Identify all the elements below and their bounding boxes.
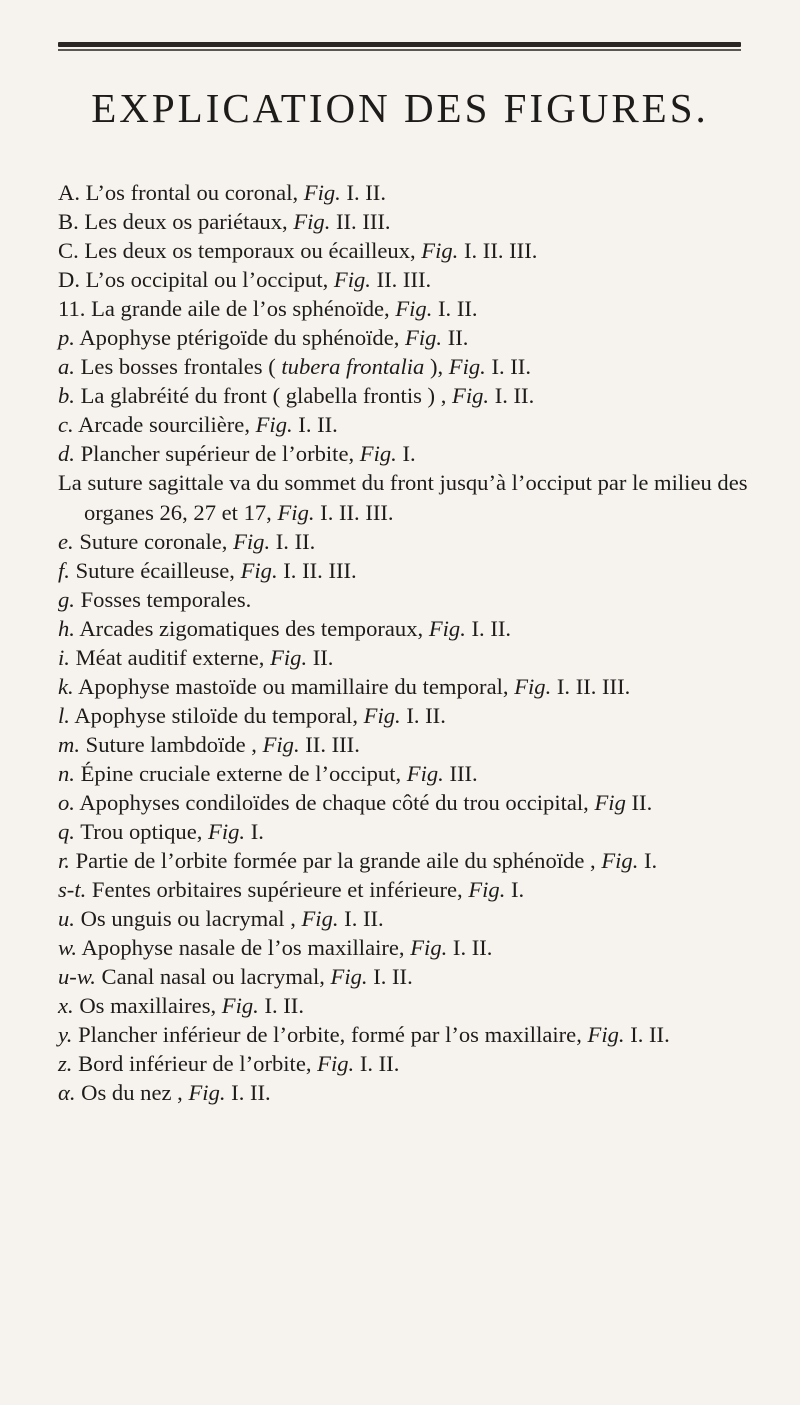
- figure-reference-label: Fig.: [301, 906, 339, 932]
- legend-key: e.: [58, 528, 74, 554]
- legend-key: w.: [58, 935, 78, 961]
- legend-entry: [58, 381, 748, 410]
- legend-entry: [58, 962, 748, 991]
- legend-entry: [58, 323, 748, 352]
- legend-entry: [58, 643, 748, 672]
- legend-key: α.: [58, 1080, 76, 1106]
- figure-reference-label: Fig.: [240, 557, 278, 583]
- figure-reference-label: Fig.: [468, 877, 506, 903]
- legend-text: Arcades zigomatiques des temporaux,: [79, 615, 429, 641]
- legend-text: Apophyse mastoïde ou mamillaire du temporal,: [78, 673, 515, 699]
- figure-reference-label: Fig.: [188, 1080, 226, 1106]
- figure-numbers: I. II.: [292, 412, 338, 438]
- figure-reference-label: Fig.: [208, 819, 246, 845]
- figure-reference-label: Fig.: [452, 383, 490, 409]
- legend-text: Plancher supérieur de l’orbite,: [80, 441, 360, 467]
- legend-key: c.: [58, 412, 74, 438]
- figure-reference-label: Fig.: [317, 1051, 355, 1077]
- legend-entry: [58, 817, 748, 846]
- legend-key: l.: [58, 702, 70, 728]
- legend-entry: [58, 933, 748, 962]
- top-rule: [58, 42, 741, 47]
- legend-entry: [58, 1020, 748, 1049]
- legend-text: Apophyse nasale de l’os maxillaire,: [81, 935, 411, 961]
- figure-numbers: I. II.: [447, 935, 493, 961]
- legend-entry: [58, 439, 748, 468]
- figure-numbers: I.: [638, 848, 658, 874]
- legend-text: L’os occipital ou l’occiput,: [85, 267, 334, 293]
- legend-text: Plancher inférieur de l’orbite, formé par l’os maxillaire,: [78, 1022, 588, 1048]
- legend-key: m.: [58, 731, 80, 757]
- figure-numbers: I. II.: [624, 1022, 670, 1048]
- figure-reference-label: Fig.: [293, 209, 331, 235]
- legend-key: C.: [58, 238, 79, 264]
- legend-key: o.: [58, 789, 75, 815]
- legend-key: n.: [58, 760, 75, 786]
- legend-text: La suture sagittale va du sommet du front jusqu’à l’occiput par le milieu des organes 26, 27 et 17,: [58, 470, 748, 525]
- figure-reference-label: Fig.: [233, 528, 271, 554]
- figure-numbers: I. II.: [338, 906, 384, 932]
- legend-entry: [58, 236, 748, 265]
- legend-key: 11.: [58, 296, 86, 322]
- figure-reference-label: Fig.: [330, 964, 368, 990]
- legend-entry: [58, 759, 748, 788]
- legend-text: Méat auditif externe,: [75, 644, 271, 670]
- figure-numbers: I. II.: [367, 964, 413, 990]
- legend-entry: [58, 991, 748, 1020]
- figure-numbers: I. II. III.: [314, 499, 394, 525]
- figure-numbers: II.: [442, 325, 469, 351]
- legend-key: s-t.: [58, 877, 87, 903]
- figure-reference-label: Fig.: [333, 267, 371, 293]
- figure-numbers: I. II.: [400, 702, 446, 728]
- figure-reference-label: Fig: [594, 789, 626, 815]
- figure-reference-label: Fig.: [359, 441, 397, 467]
- legend-entry: [58, 556, 748, 585]
- figure-numbers: I.: [396, 441, 416, 467]
- legend-key: B.: [58, 209, 79, 235]
- legend-key: p.: [58, 325, 75, 351]
- legend-key: y.: [58, 1022, 73, 1048]
- legend-entry: [58, 468, 748, 526]
- figure-reference-label: Fig.: [255, 412, 293, 438]
- legend-key: A.: [58, 180, 80, 205]
- legend-text-cont: ),: [424, 354, 449, 380]
- legend-text: Suture coronale,: [79, 528, 234, 554]
- legend-key: h.: [58, 615, 75, 641]
- legend-key: a.: [58, 354, 75, 380]
- figure-reference-label: Fig.: [395, 296, 433, 322]
- figure-reference-label: Fig.: [363, 702, 401, 728]
- legend-text: Fosses temporales.: [80, 586, 252, 612]
- legend-entry: [58, 585, 748, 614]
- legend-text: Os du nez ,: [81, 1080, 189, 1106]
- figure-numbers: I.: [245, 819, 264, 845]
- legend-key: k.: [58, 673, 74, 699]
- figure-numbers: I. II.: [270, 528, 316, 554]
- legend-entry: [58, 846, 748, 875]
- figure-reference-label: Fig.: [277, 499, 315, 525]
- legend-key: i.: [58, 644, 70, 670]
- legend-entry: [58, 265, 748, 294]
- figure-numbers: I. II. III.: [458, 238, 538, 264]
- legend-entry: [58, 701, 748, 730]
- figure-reference-label: Fig.: [410, 935, 448, 961]
- legend-text: Trou optique,: [80, 819, 209, 845]
- legend-entry: [58, 730, 748, 759]
- legend-text: Apophyse ptérigoïde du sphénoïde,: [79, 325, 406, 351]
- legend-key: r.: [58, 848, 70, 874]
- legend-text: Os unguis ou lacrymal ,: [80, 906, 302, 932]
- legend-entry: [58, 875, 748, 904]
- legend-entry: [58, 672, 748, 701]
- figure-reference-label: Fig.: [262, 731, 300, 757]
- legend-text: La glabréité du front ( glabella frontis ) ,: [80, 383, 453, 409]
- legend-entry: [58, 352, 748, 381]
- figure-reference-label: Fig.: [303, 180, 341, 205]
- figure-numbers: I. II.: [489, 383, 535, 409]
- page-title: EXPLICATION DES FIGURES.: [91, 85, 709, 131]
- figure-numbers: I. II.: [258, 993, 304, 1019]
- legend-entry: [58, 614, 748, 643]
- legend-text: Apophyses condiloïdes de chaque côté du trou occipital,: [79, 789, 595, 815]
- legend-text: Les bosses frontales (: [80, 354, 282, 380]
- legend-entry: [58, 527, 748, 556]
- legend-text: Suture lambdoïde ,: [85, 731, 263, 757]
- legend-text: Suture écailleuse,: [75, 557, 241, 583]
- legend-latin-term: tubera frontalia: [281, 354, 425, 380]
- figure-reference-label: Fig.: [421, 238, 459, 264]
- legend-text: Arcade sourcilière,: [78, 412, 256, 438]
- legend-entry: [58, 207, 748, 236]
- figure-reference-label: Fig.: [270, 644, 308, 670]
- legend-key: x.: [58, 993, 74, 1019]
- legend-text: Les deux os pariétaux,: [84, 209, 294, 235]
- figure-numbers: I.: [505, 877, 525, 903]
- legend-key: D.: [58, 267, 80, 293]
- legend-key: b.: [58, 383, 75, 409]
- legend-entry: [58, 904, 748, 933]
- figure-reference-label: Fig.: [601, 848, 639, 874]
- legend-key: f.: [58, 557, 70, 583]
- legend-text: L’os frontal ou coronal,: [85, 180, 304, 205]
- figure-reference-label: Fig.: [514, 673, 552, 699]
- figure-numbers: I. II.: [354, 1051, 400, 1077]
- figure-reference-label: Fig.: [221, 993, 259, 1019]
- figure-reference-label: Fig.: [428, 615, 466, 641]
- legend-text: Bord inférieur de l’orbite,: [78, 1051, 318, 1077]
- legend-text: La grande aile de l’os sphénoïde,: [91, 296, 396, 322]
- legend-key: d.: [58, 441, 75, 467]
- legend-entry: [58, 1078, 748, 1107]
- figure-numbers: I. II.: [225, 1080, 271, 1106]
- legend-text: Partie de l’orbite formée par la grande aile du sphénoïde ,: [75, 848, 602, 874]
- legend-key: z.: [58, 1051, 73, 1077]
- legend-entry: [58, 410, 748, 439]
- figure-numbers: I. II.: [465, 615, 512, 641]
- figure-numbers: I. II.: [340, 180, 386, 205]
- figure-legend-list: [58, 178, 748, 1108]
- legend-key: u-w.: [58, 964, 96, 990]
- figure-numbers: III.: [443, 760, 478, 786]
- legend-text: Épine cruciale externe de l’occiput,: [80, 760, 407, 786]
- legend-text: Les deux os temporaux ou écailleux,: [84, 238, 422, 264]
- figure-numbers: I. II.: [485, 354, 531, 380]
- figure-numbers: II.: [625, 789, 653, 815]
- legend-entry: [58, 788, 748, 817]
- figure-reference-label: Fig.: [406, 760, 444, 786]
- legend-text: Canal nasal ou lacrymal,: [101, 964, 331, 990]
- figure-numbers: I. II.: [432, 296, 478, 322]
- figure-numbers: II.: [307, 644, 334, 670]
- legend-entry: [58, 294, 748, 323]
- legend-text: Apophyse stiloïde du temporal,: [74, 702, 364, 728]
- legend-text: Os maxillaires,: [79, 993, 222, 1019]
- legend-entry: [58, 1049, 748, 1078]
- legend-key: u.: [58, 906, 75, 932]
- legend-key: g.: [58, 586, 75, 612]
- figure-numbers: II. III.: [330, 209, 391, 235]
- figure-reference-label: Fig.: [405, 325, 443, 351]
- figure-numbers: I. II. III.: [551, 673, 631, 699]
- legend-text: Fentes orbitaires supérieure et inférieure,: [91, 877, 469, 903]
- legend-entry: [58, 178, 748, 207]
- figure-numbers: II. III.: [299, 731, 360, 757]
- figure-numbers: II. III.: [370, 267, 432, 293]
- figure-reference-label: Fig.: [587, 1022, 625, 1048]
- figure-numbers: I. II. III.: [277, 557, 357, 583]
- legend-key: q.: [58, 819, 75, 845]
- top-rule-thin: [58, 49, 741, 51]
- figure-reference-label: Fig.: [448, 354, 486, 380]
